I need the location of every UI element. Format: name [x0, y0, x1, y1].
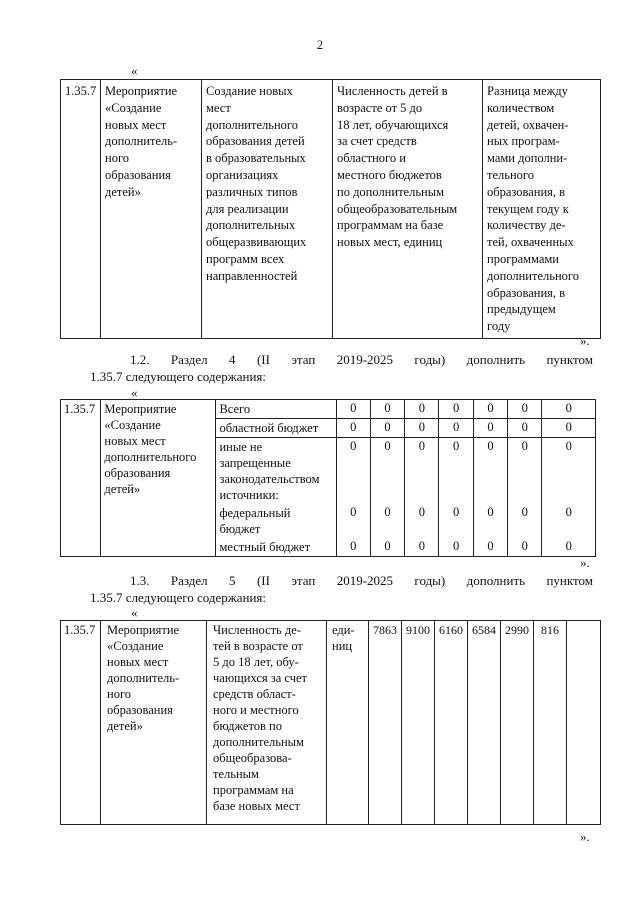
indicator-name: Численность детей в возрасте от 5 до 18 лет, обучающихся за счет средств областного и местного бюджетов по дополнительным общеобразовательным программам на базе новых мест, единиц [333, 80, 483, 339]
funding-value: 0 [508, 504, 542, 538]
event-name: Мероприятие «Создание новых мест дополнитель- ного образования детей» [101, 80, 202, 339]
funding-label: местный бюджет [216, 538, 336, 557]
row-code: 1.35.7 [61, 80, 101, 339]
close-quote-2: ». [580, 555, 590, 570]
row-code: 1.35.7 [61, 621, 101, 825]
paragraph-1-3-line2: 1.35.7 следующего содержания: [90, 590, 267, 605]
indicator-name: Численность де- тей в возрасте от 5 до 18 лет, обу- чающихся за счет средств област- ного и местного бюджетов по дополнительным общеобразова- тельным программам на базе новых мест [207, 621, 327, 825]
funding-value: 0 [508, 419, 542, 438]
target-value: 816 [534, 621, 567, 825]
funding-value: 0 [370, 400, 404, 419]
funding-value: 0 [336, 538, 370, 557]
funding-value: 0 [473, 419, 507, 438]
funding-value: 0 [473, 438, 507, 505]
open-quote-3: « [131, 605, 138, 620]
funding-value: 0 [405, 400, 439, 419]
target-value: 7863 [369, 621, 402, 825]
funding-value: 0 [542, 504, 596, 538]
close-quote-3: ». [580, 829, 590, 844]
target-value [567, 621, 601, 825]
funding-value: 0 [336, 438, 370, 505]
funding-value: 0 [405, 504, 439, 538]
funding-value: 0 [508, 400, 542, 419]
funding-label: иные не запрещенные законодательством источники: [216, 438, 336, 505]
funding-label: федеральный бюджет [216, 504, 336, 538]
paragraph-1-2 [90, 351, 593, 385]
paragraph-1-2-line2: 1.35.7 следующего содержания: [90, 369, 267, 384]
funding-value: 0 [439, 419, 473, 438]
target-value: 2990 [501, 621, 534, 825]
target-value: 9100 [402, 621, 435, 825]
event-description: Создание новых мест дополнительного образования детей в образовательных организациях различных типов для реализации дополнительных общеразвивающих программ всех направленностей [202, 80, 333, 339]
event-name: Мероприятие «Создание новых мест дополнитель- ного образования детей» [101, 621, 207, 825]
page-number: 2 [316, 38, 324, 52]
paragraph-1-3 [90, 572, 593, 606]
open-quote-1: « [131, 63, 138, 78]
funding-value: 0 [370, 438, 404, 505]
funding-value: 0 [508, 438, 542, 505]
funding-value: 0 [508, 538, 542, 557]
target-value: 6160 [435, 621, 468, 825]
funding-value: 0 [473, 400, 507, 419]
funding-value: 0 [439, 438, 473, 505]
funding-value: 0 [405, 419, 439, 438]
table-targets [60, 620, 601, 825]
row-code: 1.35.7 [61, 400, 101, 557]
funding-value: 0 [370, 419, 404, 438]
funding-value: 0 [405, 538, 439, 557]
paragraph-1-3-line1: 1.3. Раздел 5 (II этап 2019-2025 годы) дополнить пунктом [130, 573, 593, 588]
funding-value: 0 [336, 400, 370, 419]
funding-value: 0 [405, 438, 439, 505]
table-indicators [60, 79, 601, 339]
paragraph-1-2-line1: 1.2. Раздел 4 (II этап 2019-2025 годы) дополнить пунктом [130, 352, 593, 367]
open-quote-2: « [131, 385, 138, 400]
funding-label: областной бюджет [216, 419, 336, 438]
table-funding [60, 399, 596, 557]
funding-value: 0 [439, 400, 473, 419]
funding-value: 0 [542, 400, 596, 419]
target-value: 6584 [468, 621, 501, 825]
funding-value: 0 [439, 538, 473, 557]
funding-value: 0 [542, 438, 596, 505]
calculation-method: Разница между количеством детей, охвачен- ных програм- мами дополни- тельного образования, в текущем году к количеству де- тей, охваченных программами дополнительного образования, в предыдущем году [483, 80, 601, 339]
funding-value: 0 [336, 504, 370, 538]
funding-value: 0 [370, 504, 404, 538]
funding-value: 0 [439, 504, 473, 538]
unit-of-measure: еди- ниц [327, 621, 369, 825]
funding-value: 0 [473, 504, 507, 538]
funding-label: Всего [216, 400, 336, 419]
funding-value: 0 [473, 538, 507, 557]
close-quote-1: ». [580, 333, 590, 348]
funding-value: 0 [370, 538, 404, 557]
funding-value: 0 [336, 419, 370, 438]
funding-value: 0 [542, 419, 596, 438]
event-name: Мероприятие «Создание новых мест дополнительного образования детей» [101, 400, 216, 557]
funding-value: 0 [542, 538, 596, 557]
